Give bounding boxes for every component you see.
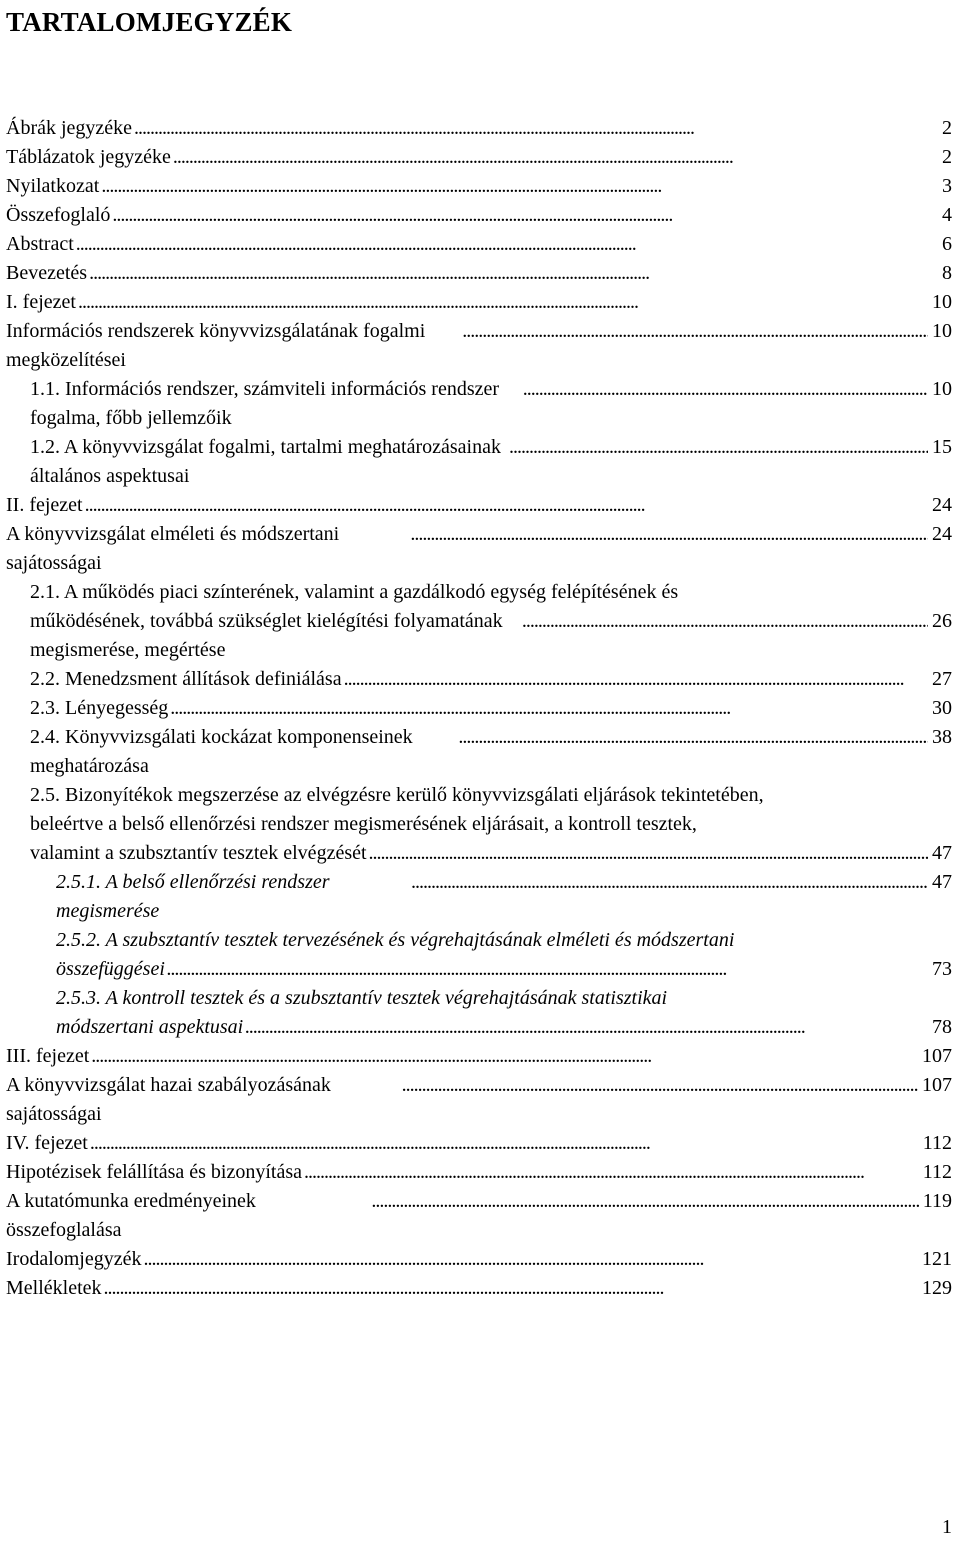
toc-entry-appendices[interactable] [0,1274,960,1303]
toc-entry-label: A kutatómunka eredményeinek összefoglalása [6,1190,256,1241]
toc-entry-label: 2.3. Lényegesség [30,697,169,719]
toc-entry-1-2[interactable] [0,433,960,491]
dot-leader [134,114,938,143]
dot-leader [344,665,928,694]
toc-entry-label: 2.5.1. A belső ellenőrzési rendszer megismerése [56,871,330,922]
toc-entry-page: 78 [932,1016,952,1038]
dot-leader [402,1071,918,1100]
dot-leader [522,607,928,636]
toc-entry-page: 107 [922,1074,952,1096]
toc-entry-page: 8 [942,262,952,284]
toc-entry-2-5-1[interactable] [0,868,960,926]
toc-entry-introduction[interactable] [0,259,960,288]
toc-entry-page: 38 [932,726,952,748]
toc-entry-page: 27 [932,668,952,690]
toc-entry-label: összefüggései [56,958,165,980]
toc-entry-2-5[interactable] [0,781,960,868]
toc-entry-label: Ábrák jegyzéke [6,117,133,139]
toc-entry-page: 2 [942,146,952,168]
toc-entry-page: 2 [942,117,952,139]
toc-entry-label: működésének, továbbá szükséglet kielégítési folyamatának megismerése, megértése [30,610,503,661]
toc-entry-page: 129 [922,1277,952,1299]
toc-entry-chapter-2[interactable] [0,491,960,520]
toc-entry-label: Abstract [6,233,74,255]
toc-entry-label: Információs rendszerek könyvvizsgálatának fogalmi megközelítései [6,320,426,371]
toc-entry-summary[interactable] [0,201,960,230]
toc-entry-label: valamint a szubsztantív tesztek elvégzését [30,842,367,864]
toc-entry-label: 2.2. Menedzsment állítások definiálása [30,668,342,690]
toc-entry-label-line: 2.5.2. A szubsztantív tesztek tervezésének és végrehajtásának elméleti és módszertani [56,929,735,951]
toc-entry-page: 107 [922,1045,952,1067]
toc-entry-hypotheses[interactable] [0,1158,960,1187]
toc-entry-label: Irodalomjegyzék [6,1248,142,1270]
dot-leader [89,259,938,288]
toc-entry-1-1[interactable] [0,375,960,433]
toc-entry-page: 47 [932,871,952,893]
dot-leader [112,201,938,230]
toc-entry-label: Táblázatok jegyzéke [6,146,171,168]
toc-entry-page: 121 [922,1248,952,1270]
dot-leader [101,172,938,201]
dot-leader [167,955,928,984]
dot-leader [411,868,928,897]
toc-entry-label-line: beleértve a belső ellenőrzési rendszer megismerésének eljárásait, a kontroll tesztek, [30,813,697,835]
toc-entry-page: 3 [942,175,952,197]
toc-entry-label: Mellékletek [6,1277,102,1299]
toc-entry-label: módszertani aspektusai [56,1016,244,1038]
toc-entry-chapter-2-title[interactable] [0,520,960,578]
toc-entry-2-4[interactable] [0,723,960,781]
dot-leader [85,491,928,520]
toc-entry-page: 4 [942,204,952,226]
toc-entry-2-5-3[interactable] [0,984,960,1042]
dot-leader [304,1158,919,1187]
toc-entry-label-line: 2.5. Bizonyítékok megszerzése az elvégzésre kerülő könyvvizsgálati eljárások tekintetében, [30,784,764,806]
toc-entry-label: Összefoglaló [6,204,111,226]
toc-entry-label: III. fejezet [6,1045,90,1067]
dot-leader [509,433,928,462]
toc-entry-label-line: 2.5.3. A kontroll tesztek és a szubsztantív tesztek végrehajtásának statisztikai [56,987,668,1009]
dot-leader [523,375,928,404]
toc-entry-chapter-1-title[interactable] [0,317,960,375]
toc-entry-page: 26 [932,610,952,632]
dot-leader [104,1274,918,1303]
toc-entry-2-3[interactable] [0,694,960,723]
toc-entry-2-5-2[interactable] [0,926,960,984]
toc-entry-chapter-3[interactable] [0,1042,960,1071]
table-of-contents [0,114,960,1303]
toc-entry-label: Nyilatkozat [6,175,100,197]
dot-leader [78,288,928,317]
toc-entry-results-summary[interactable] [0,1187,960,1245]
toc-entry-page: 24 [932,494,952,516]
dot-leader [91,1042,918,1071]
toc-entry-label: A könyvvizsgálat elméleti és módszertani sajátosságai [6,523,340,574]
dot-leader [371,1187,918,1216]
page-title: TARTALOMJEGYZÉK [6,7,293,37]
toc-entry-label-line: 2.1. A működés piaci színterének, valamint a gazdálkodó egység felépítésének és [30,581,679,603]
toc-entry-label: IV. fejezet [6,1132,88,1154]
toc-entry-declaration[interactable] [0,172,960,201]
toc-entry-page: 10 [932,378,952,400]
toc-entry-page: 112 [922,1132,952,1154]
toc-entry-2-1[interactable] [0,578,960,665]
toc-entry-label: Bevezetés [6,262,88,284]
toc-entry-chapter-1[interactable] [0,288,960,317]
toc-entry-label: 1.2. A könyvvizsgálat fogalmi, tartalmi meghatározásainak általános aspektusai [30,436,501,487]
toc-entry-tables[interactable] [0,143,960,172]
toc-entry-page: 73 [932,958,952,980]
toc-entry-page: 30 [932,697,952,719]
toc-entry-page: 47 [932,842,952,864]
toc-entry-page: 15 [932,436,952,458]
toc-entry-chapter-3-title[interactable] [0,1071,960,1129]
toc-entry-figures[interactable] [0,114,960,143]
dot-leader [76,230,938,259]
page-number: 1 [942,1516,952,1538]
dot-leader [170,694,928,723]
toc-entry-page: 10 [932,291,952,313]
toc-entry-abstract[interactable] [0,230,960,259]
toc-entry-page: 119 [922,1190,952,1212]
toc-entry-label: II. fejezet [6,494,83,516]
dot-leader [369,839,928,868]
toc-entry-2-2[interactable] [0,665,960,694]
dot-leader [458,723,928,752]
dot-leader [173,143,938,172]
toc-entry-label: A könyvvizsgálat hazai szabályozásának sajátosságai [6,1074,331,1125]
toc-entry-label: Hipotézisek felállítása és bizonyítása [6,1161,303,1183]
toc-entry-chapter-4[interactable] [0,1129,960,1158]
toc-entry-label: I. fejezet [6,291,76,313]
toc-entry-bibliography[interactable] [0,1245,960,1274]
dot-leader [410,520,928,549]
toc-entry-page: 24 [932,523,952,545]
toc-entry-page: 6 [942,233,952,255]
dot-leader [462,317,928,346]
dot-leader [245,1013,928,1042]
toc-entry-label: 1.1. Információs rendszer, számviteli információs rendszer fogalma, főbb jellemzőik [30,378,500,429]
toc-entry-page: 10 [932,320,952,342]
toc-entry-page: 112 [922,1161,952,1183]
dot-leader [144,1245,919,1274]
toc-entry-label: 2.4. Könyvvizsgálati kockázat komponenseinek meghatározása [30,726,413,777]
dot-leader [90,1129,919,1158]
